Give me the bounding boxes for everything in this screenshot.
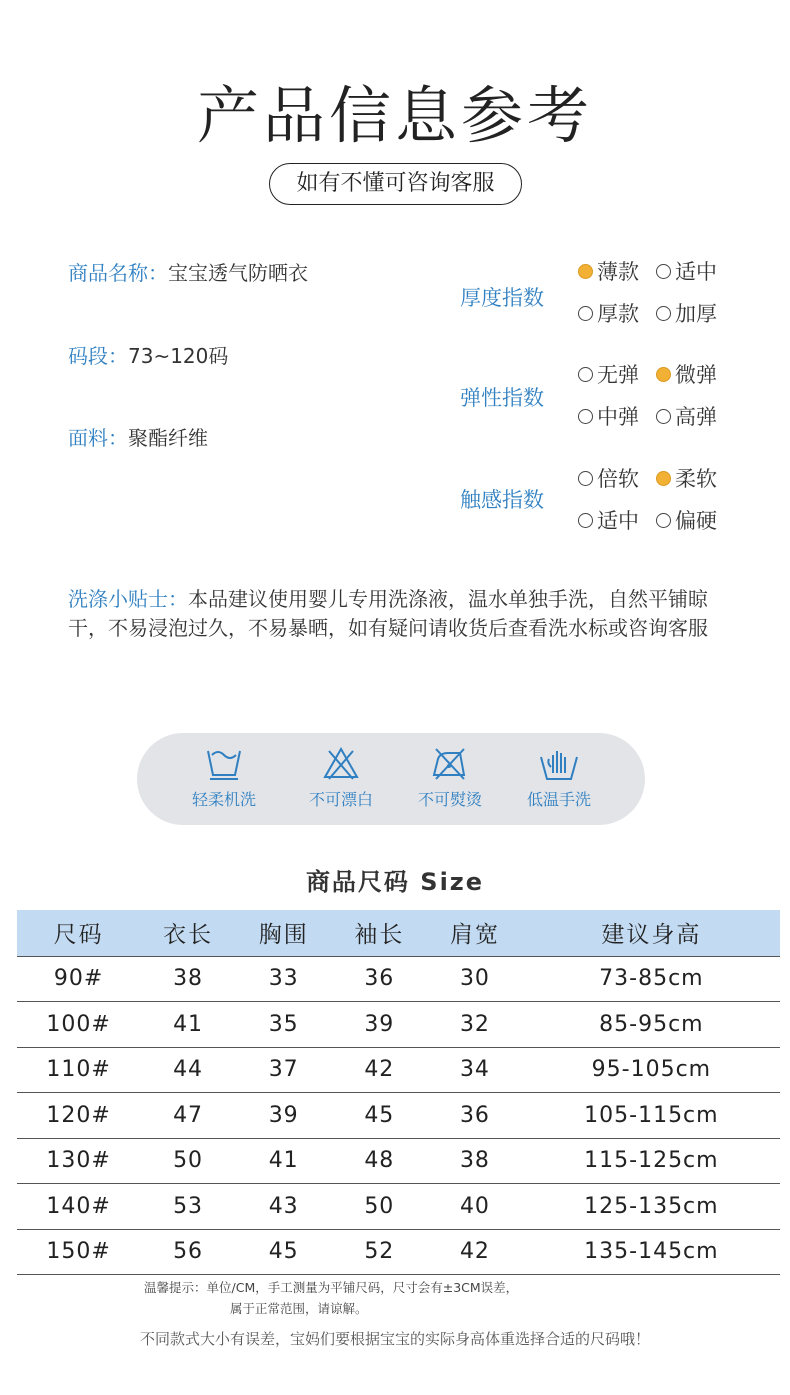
- product-name-row: [68, 257, 308, 286]
- table-cell: 115-125cm: [523, 1138, 780, 1184]
- size-range-label: 码段：: [68, 344, 128, 368]
- size-table-title: 商品尺码 Size: [305, 868, 485, 896]
- table-cell: 53: [140, 1184, 236, 1230]
- table-cell: 125-135cm: [523, 1184, 780, 1230]
- size-table-header: [17, 910, 780, 956]
- table-cell: 36: [332, 956, 428, 1002]
- size-range-row: [68, 340, 228, 369]
- elasticity-option: 无弹: [578, 359, 639, 389]
- table-cell: 90#: [17, 956, 140, 1002]
- table-cell: 42: [427, 1229, 523, 1275]
- table-cell: 140#: [17, 1184, 140, 1230]
- header-cell: 胸围: [236, 910, 332, 956]
- softness-index-label: 触感指数: [460, 488, 544, 512]
- table-cell: 110#: [17, 1047, 140, 1093]
- measurement-note-2: 属于正常范围，请谅解。: [230, 1301, 368, 1316]
- table-cell: 38: [427, 1138, 523, 1184]
- header-cell: 衣长: [140, 910, 236, 956]
- softness-option: 偏硬: [656, 505, 717, 535]
- table-cell: 37: [236, 1047, 332, 1093]
- wash-tips-text: 本品建议使用婴儿专用洗涤液，温水单独手洗，自然平铺晾干，不易浸泡过久，不易暴晒，如有疑问请收货后查看洗水标或咨询客服: [68, 587, 708, 640]
- selected-dot-icon: [578, 264, 593, 279]
- elasticity-index-label: 弹性指数: [460, 386, 544, 410]
- table-cell: 130#: [17, 1138, 140, 1184]
- size-range-value: 73~120码: [128, 344, 229, 368]
- elasticity-option: 微弹: [656, 359, 717, 389]
- table-cell: 41: [140, 1002, 236, 1048]
- softness-option: 柔软: [656, 463, 717, 493]
- table-cell: 43: [236, 1184, 332, 1230]
- header-cell: 建议身高: [523, 910, 780, 956]
- table-cell: 50: [332, 1184, 428, 1230]
- table-cell: 48: [332, 1138, 428, 1184]
- table-row: [17, 1184, 780, 1230]
- elasticity-option: 高弹: [656, 401, 717, 431]
- table-cell: 105-115cm: [523, 1093, 780, 1139]
- page-title: 产品信息参考: [196, 79, 593, 152]
- empty-dot-icon: [578, 306, 593, 321]
- table-cell: 73-85cm: [523, 956, 780, 1002]
- table-cell: 100#: [17, 1002, 140, 1048]
- table-cell: 45: [236, 1229, 332, 1275]
- wash-tips: [68, 585, 728, 643]
- softness-option: 倍软: [578, 463, 639, 493]
- table-cell: 47: [140, 1093, 236, 1139]
- table-cell: 38: [140, 956, 236, 1002]
- table-cell: 50: [140, 1138, 236, 1184]
- table-cell: 39: [332, 1002, 428, 1048]
- table-cell: 39: [236, 1093, 332, 1139]
- table-cell: 120#: [17, 1093, 140, 1139]
- thickness-option: 加厚: [656, 298, 717, 328]
- empty-dot-icon: [578, 367, 593, 382]
- table-row: [17, 1002, 780, 1048]
- care-machine-wash: 轻柔机洗: [179, 745, 269, 810]
- empty-dot-icon: [656, 409, 671, 424]
- fabric-label: 面料：: [68, 426, 128, 450]
- fabric-value: 聚酯纤维: [128, 426, 208, 450]
- table-cell: 52: [332, 1229, 428, 1275]
- fabric-row: [68, 422, 208, 451]
- size-table: [17, 910, 780, 1275]
- table-cell: 40: [427, 1184, 523, 1230]
- empty-dot-icon: [656, 306, 671, 321]
- table-cell: 45: [332, 1093, 428, 1139]
- empty-dot-icon: [578, 471, 593, 486]
- header-cell: 尺码: [17, 910, 140, 956]
- no-bleach-icon: [321, 745, 361, 783]
- care-hand-wash: 低温手洗: [514, 745, 604, 810]
- empty-dot-icon: [656, 264, 671, 279]
- table-row: [17, 956, 780, 1002]
- care-no-iron: 不可熨烫: [405, 745, 495, 810]
- care-no-bleach: 不可漂白: [296, 745, 386, 810]
- wash-tips-label: 洗涤小贴士：: [68, 587, 188, 611]
- table-cell: 35: [236, 1002, 332, 1048]
- empty-dot-icon: [578, 513, 593, 528]
- thickness-option: 厚款: [578, 298, 639, 328]
- thickness-index-label: 厚度指数: [460, 286, 544, 310]
- table-cell: 34: [427, 1047, 523, 1093]
- elasticity-option: 中弹: [578, 401, 639, 431]
- product-name-value: 宝宝透气防晒衣: [168, 261, 308, 285]
- table-cell: 150#: [17, 1229, 140, 1275]
- table-row: [17, 1093, 780, 1139]
- machine-wash-icon: [204, 745, 244, 783]
- thickness-option: 薄款: [578, 256, 639, 286]
- care-instructions-panel: [137, 733, 645, 825]
- table-cell: 56: [140, 1229, 236, 1275]
- selected-dot-icon: [656, 367, 671, 382]
- product-name-label: 商品名称：: [68, 261, 168, 285]
- empty-dot-icon: [578, 409, 593, 424]
- footer-note: 不同款式大小有误差，宝妈们要根据宝宝的实际身高体重选择合适的尺码哦！: [139, 1330, 650, 1348]
- table-cell: 32: [427, 1002, 523, 1048]
- hand-wash-icon: [537, 745, 581, 783]
- table-cell: 41: [236, 1138, 332, 1184]
- header-cell: 肩宽: [427, 910, 523, 956]
- table-cell: 36: [427, 1093, 523, 1139]
- table-row: [17, 1229, 780, 1275]
- table-cell: 135-145cm: [523, 1229, 780, 1275]
- subtitle-pill: 如有不懂可咨询客服: [269, 163, 522, 205]
- measurement-note: 温馨提示：单位/CM，手工测量为平铺尺码，尺寸会有±3CM误差，: [144, 1280, 519, 1295]
- selected-dot-icon: [656, 471, 671, 486]
- empty-dot-icon: [656, 513, 671, 528]
- table-cell: 95-105cm: [523, 1047, 780, 1093]
- table-cell: 30: [427, 956, 523, 1002]
- softness-option: 适中: [578, 505, 639, 535]
- table-cell: 42: [332, 1047, 428, 1093]
- thickness-option: 适中: [656, 256, 717, 286]
- table-cell: 33: [236, 956, 332, 1002]
- table-row: [17, 1047, 780, 1093]
- no-iron-icon: [430, 745, 470, 783]
- table-cell: 85-95cm: [523, 1002, 780, 1048]
- table-cell: 44: [140, 1047, 236, 1093]
- header-cell: 袖长: [332, 910, 428, 956]
- table-row: [17, 1138, 780, 1184]
